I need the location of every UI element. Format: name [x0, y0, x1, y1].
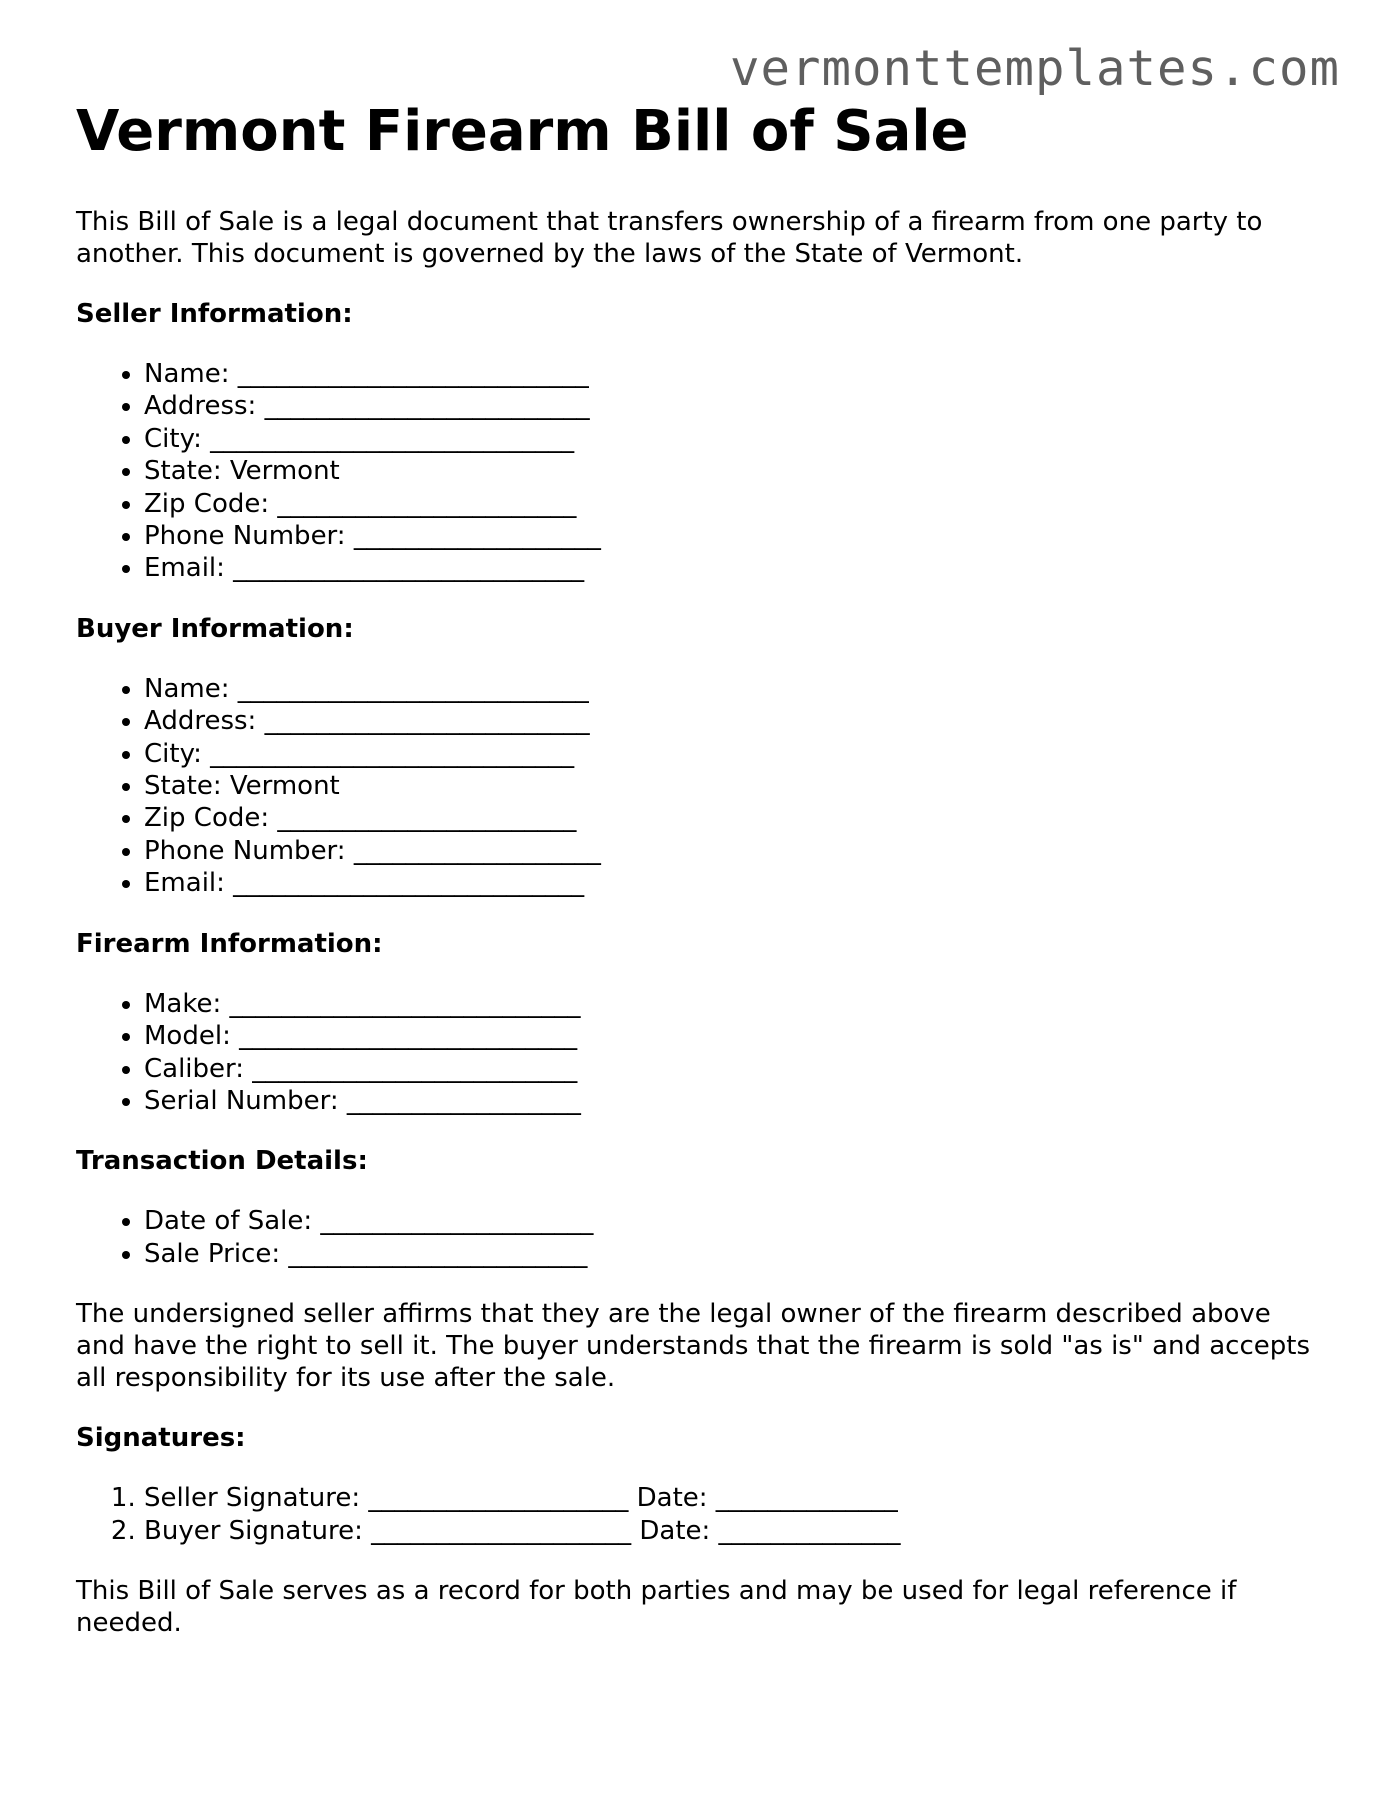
page-title: Vermont Firearm Bill of Sale — [76, 99, 969, 164]
seller-list — [76, 358, 1326, 585]
seller-email-field: • Email: ___________________________ — [144, 552, 1326, 584]
intro-paragraph: This Bill of Sale is a legal document that transfers ownership of a firearm from one party to another. This document is governed by the laws of the State of Vermont. — [76, 207, 1263, 269]
buyer-state-field: • State: Vermont — [144, 770, 1326, 802]
sale-date-field: • Date of Sale: _____________________ — [144, 1205, 1326, 1237]
buyer-phone-field: • Phone Number: ___________________ — [144, 835, 1326, 867]
signatures-heading: Signatures: — [76, 1423, 246, 1454]
firearm-make-field: • Make: ___________________________ — [144, 988, 1326, 1020]
firearm-model-field: • Model: __________________________ — [144, 1020, 1326, 1052]
firearm-heading: Firearm Information: — [76, 928, 383, 959]
firearm-caliber-field: • Caliber: _________________________ — [144, 1053, 1326, 1085]
seller-signature-line: 1. Seller Signature: ____________________ Date: ______________ — [144, 1482, 1326, 1514]
seller-zip-field: • Zip Code: _______________________ — [144, 488, 1326, 520]
transaction-list — [76, 1205, 1326, 1270]
seller-name-field: • Name: ___________________________ — [144, 358, 1326, 390]
seller-phone-field: • Phone Number: ___________________ — [144, 520, 1326, 552]
seller-state-field: • State: Vermont — [144, 455, 1326, 487]
seller-address-field: • Address: _________________________ — [144, 390, 1326, 422]
buyer-list — [76, 673, 1326, 900]
signatures-list — [76, 1482, 1326, 1547]
buyer-zip-field: • Zip Code: _______________________ — [144, 802, 1326, 834]
buyer-city-field: • City: ____________________________ — [144, 738, 1326, 770]
seller-heading: Seller Information: — [76, 299, 353, 329]
affirmation-paragraph: The undersigned seller affirms that they are the legal owner of the firearm described above and have the right to sell it. The buyer understands that the firearm is sold "as is" and accepts all responsibility for its use after the sale. — [76, 1299, 1311, 1394]
buyer-heading: Buyer Information: — [76, 613, 354, 644]
buyer-address-field: • Address: _________________________ — [144, 705, 1326, 737]
sale-price-field: • Sale Price: _______________________ — [144, 1238, 1326, 1270]
firearm-list — [76, 988, 1326, 1118]
firearm-serial-field: • Serial Number: __________________ — [144, 1085, 1326, 1117]
closing-paragraph: This Bill of Sale serves as a record for both parties and may be used for legal reference if needed. — [76, 1575, 1237, 1638]
buyer-signature-line: 2. Buyer Signature: ____________________ Date: ______________ — [144, 1515, 1326, 1547]
watermark: vermonttemplates.com — [729, 40, 1340, 97]
buyer-name-field: • Name: ___________________________ — [144, 673, 1326, 705]
seller-city-field: • City: ____________________________ — [144, 423, 1326, 455]
buyer-email-field: • Email: ___________________________ — [144, 867, 1326, 899]
transaction-heading: Transaction Details: — [76, 1146, 368, 1177]
document-page — [76, 96, 1326, 1639]
